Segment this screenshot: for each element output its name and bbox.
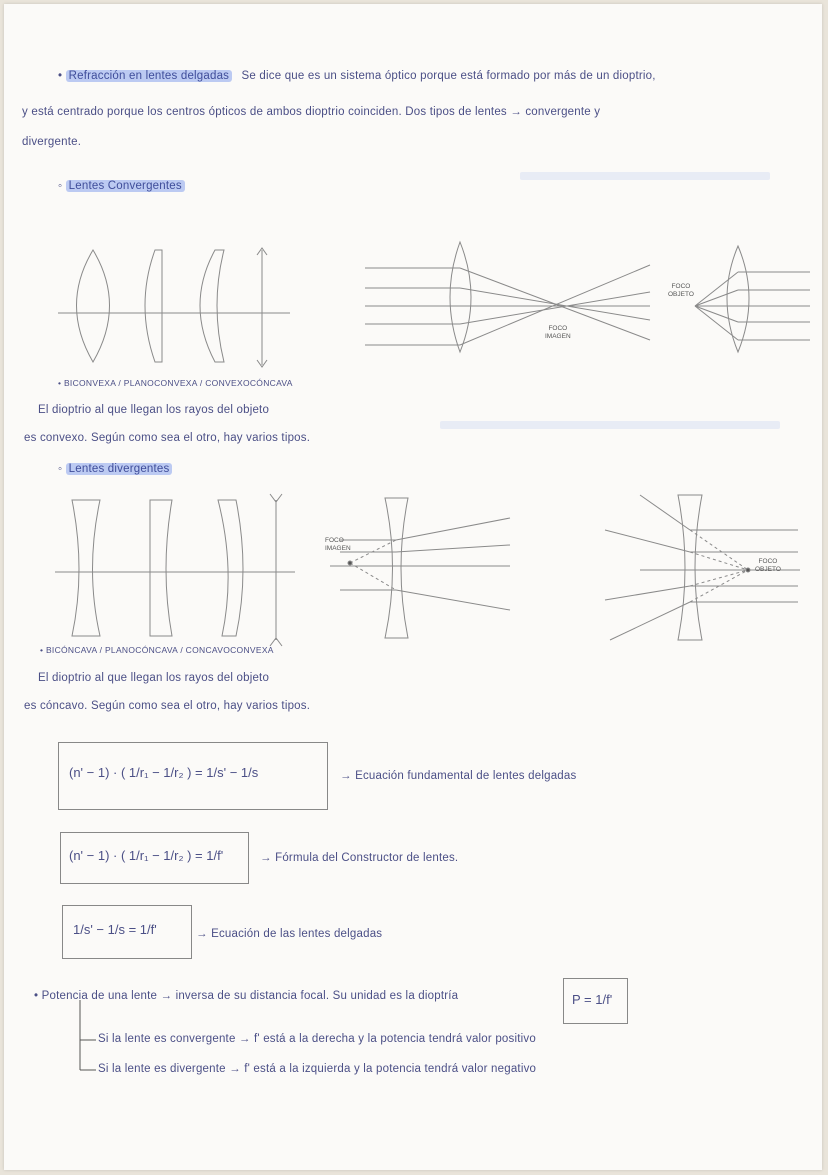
divergent-text-2: es cóncavo. Según como sea el otro, hay varios tipos.	[24, 700, 311, 712]
divergent-text-1: El dioptrio al que llegan los rayos del objeto	[38, 672, 270, 684]
convergent-ray-diagram	[365, 242, 810, 352]
power-line: • Potencia de una lente → inversa de su distancia focal. Su unidad es la dioptría	[34, 990, 459, 1002]
div-foco-objeto-label: FOCO OBJETO	[755, 558, 781, 573]
lensmaker-equation-box	[60, 832, 249, 884]
convergent-types: • BICONVEXA / PLANOCONVEXA / CONVEXOCÓNCAVA	[58, 378, 293, 388]
intro-text: Se dice que es un sistema óptico porque está formado por más de un dioptrio,	[241, 70, 656, 82]
lensmaker-formula: (n' − 1) · ( 1/r₁ − 1/r₂ ) = 1/f'	[69, 848, 224, 863]
divergent-heading: ◦ Lentes divergentes	[58, 463, 172, 475]
divergent-ray-diagram-image	[330, 498, 510, 638]
divergent-heading-label: Lentes divergentes	[66, 463, 173, 475]
foco-imagen-label: FOCO IMAGEN	[545, 325, 571, 340]
lensmaker-desc: → Fórmula del Constructor de lentes.	[260, 852, 459, 864]
power-bracket	[80, 1000, 96, 1070]
power-formula: P = 1/f'	[572, 992, 613, 1007]
convergent-text-2: es convexo. Según como sea el otro, hay varios tipos.	[24, 432, 311, 444]
power-formula-box	[563, 978, 628, 1024]
section-heading-refraccion: Refracción en lentes delgadas	[66, 70, 233, 82]
power-item-convergent: Si la lente es convergente → f' está a la derecha y la potencia tendrá valor positivo	[98, 1033, 536, 1045]
thin-lens-formula: 1/s' − 1/s = 1/f'	[73, 922, 157, 937]
thin-lens-equation-box	[62, 905, 192, 959]
convergent-lens-shapes	[58, 248, 290, 367]
thin-lens-desc: → Ecuación de las lentes delgadas	[196, 928, 383, 940]
foco-objeto-label: FOCO OBJETO	[668, 283, 694, 298]
equation-fundamental-box	[58, 742, 328, 810]
divergent-types: • BICÓNCAVA / PLANOCÓNCAVA / CONCAVOCONVEXA	[40, 645, 274, 655]
convergent-heading-label: Lentes Convergentes	[66, 180, 185, 192]
convergent-text-1: El dioptrio al que llegan los rayos del objeto	[38, 404, 270, 416]
divergent-lens-shapes	[55, 494, 295, 646]
intro-line-3: divergente.	[22, 136, 82, 148]
bullet: •	[58, 70, 66, 82]
intro-line-2: y está centrado porque los centros ópticos de ambos dioptrio coinciden. Dos tipos de lentes → convergente y	[22, 106, 601, 118]
equation-fundamental-desc: → Ecuación fundamental de lentes delgadas	[340, 770, 577, 782]
power-item-divergent: Si la lente es divergente → f' está a la izquierda y la potencia tendrá valor negativo	[98, 1063, 537, 1075]
div-foco-imagen-label: FOCO IMAGEN	[325, 537, 351, 552]
equation-fundamental-formula: (n' − 1) · ( 1/r₁ − 1/r₂ ) = 1/s' − 1/s	[69, 765, 259, 780]
convergent-heading: ◦ Lentes Convergentes	[58, 180, 185, 192]
